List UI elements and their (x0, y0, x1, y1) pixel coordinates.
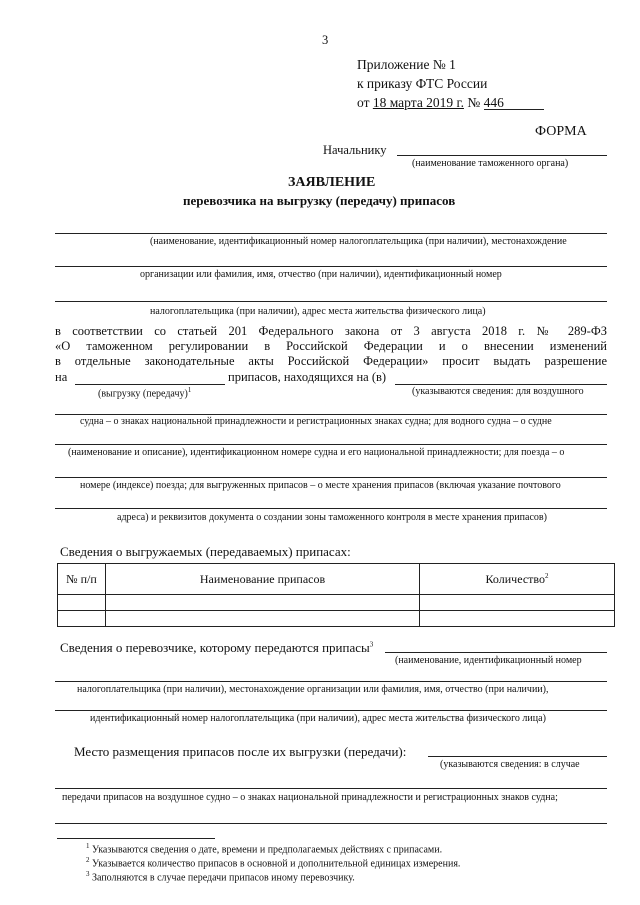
footnote-ref-3: 3 (369, 640, 374, 649)
unload-type-line[interactable] (75, 384, 225, 385)
footnote-1-num: 1 (86, 842, 90, 850)
vessel-hint-4: адреса) и реквизитов документа о создании зоны таможенного контроля в месте хранения припасов) (117, 512, 547, 523)
paragraph-line-2: «О таможенном регулировании в Российской Федерации и о внесении изменений (55, 339, 607, 353)
vessel-line-4[interactable] (55, 508, 607, 509)
vessel-hint-3: номере (индексе) поезда; для выгруженных припасов – о месте хранения припасов (включая указание почтового (80, 480, 561, 491)
applicant-hint-2: организации или фамилия, имя, отчество (при наличии), идентификационный номер (140, 269, 502, 280)
placement-line-2[interactable] (55, 788, 607, 789)
applicant-line-2[interactable] (55, 266, 607, 267)
header-quantity (420, 564, 615, 595)
table-cell[interactable] (106, 595, 420, 611)
placement-hint-right: (указываются сведения: в случае (440, 759, 580, 770)
footnote-2 (86, 856, 460, 869)
appendix-line-1: Приложение № 1 (357, 57, 456, 72)
placement-hint-full: передачи припасов на воздушное судно – о знаках национальной принадлежности и регистрационных знаков судна; (62, 792, 558, 803)
paragraph-line-1: в соответствии со статьей 201 Федерального закона от 3 августа 2018 г. № 289-ФЗ (55, 324, 607, 338)
unload-type-hint-text: (выгрузку (передачу) (98, 388, 188, 400)
vessel-hint-2: (наименование и описание), идентификационном номере судна и его национальной принадлежности; для поезда – о (68, 447, 565, 458)
footnote-2-num: 2 (86, 856, 90, 864)
page-number: 3 (322, 33, 329, 47)
addressee-label: Начальнику (323, 143, 387, 157)
appendix-number: 446 (484, 96, 544, 110)
footnote-separator (57, 838, 215, 839)
appendix-number-label: № (467, 95, 481, 110)
carrier-label (60, 640, 373, 656)
table-cell[interactable] (106, 611, 420, 627)
table-row (58, 595, 615, 611)
vessel-line-3[interactable] (55, 477, 607, 478)
table-header-row (58, 564, 615, 595)
appendix-line-2: к приказу ФТС России (357, 76, 488, 91)
placement-label: Место размещения припасов после их выгрузки (передачи): (74, 744, 407, 759)
vessel-line-1[interactable] (55, 414, 607, 415)
header-number: № п/п (58, 564, 106, 595)
table-cell[interactable] (58, 611, 106, 627)
applicant-line-3[interactable] (55, 301, 607, 302)
footnote-2-text: Указывается количество припасов в основной и дополнительной единицах измерения. (92, 858, 461, 870)
vessel-line-2[interactable] (55, 444, 607, 445)
appendix-date: 18 марта 2019 г. (372, 95, 464, 110)
appendix-date-prefix: от (357, 95, 373, 110)
table-cell[interactable] (58, 595, 106, 611)
vessel-hint-1: судна – о знаках национальной принадлежности и регистрационных знаках судна; для водного судна – о судне (80, 416, 552, 427)
header-quantity-text: Количество (485, 571, 545, 586)
carrier-line-2[interactable] (55, 681, 607, 682)
footnote-1 (86, 842, 442, 855)
applicant-hint-1: (наименование, идентификационный номер налогоплательщика (при наличии), местонахождение (150, 236, 567, 247)
location-hint: (указываются сведения: для воздушного (412, 386, 584, 397)
applicant-hint-3: налогоплательщика (при наличии), адрес места жительства физического лица) (150, 306, 486, 317)
footnote-3-text: Заполняются в случае передачи припасов иному перевозчику. (92, 872, 355, 884)
header-name: Наименование припасов (106, 564, 420, 595)
location-line[interactable] (395, 384, 607, 385)
carrier-hint-1: (наименование, идентификационный номер (395, 655, 582, 666)
placement-line-3[interactable] (55, 823, 607, 824)
paragraph-line-3: в отдельные законодательные акты Российской Федерации» просит выдать разрешение (55, 354, 607, 368)
footnote-ref-2: 2 (544, 571, 549, 580)
paragraph-line-4-prefix: на (55, 370, 68, 384)
footnote-3 (86, 870, 355, 883)
footnote-1-text: Указываются сведения о дате, времени и предполагаемых действиях с припасами. (92, 844, 443, 856)
addressee-hint: (наименование таможенного органа) (412, 158, 569, 169)
carrier-hint-2: налогоплательщика (при наличии), местонахождение организации или фамилия, имя, отчество (при наличии), (77, 684, 549, 695)
table-cell[interactable] (420, 611, 615, 627)
footnote-ref-1: 1 (187, 386, 192, 394)
carrier-line-3[interactable] (55, 710, 607, 711)
table-cell[interactable] (420, 595, 615, 611)
form-label: ФОРМА (535, 124, 587, 139)
applicant-line-1[interactable] (55, 233, 607, 234)
footnote-3-num: 3 (86, 870, 90, 878)
supplies-table (57, 563, 615, 627)
unload-type-hint (98, 386, 191, 399)
table-row (58, 611, 615, 627)
document-title: ЗАЯВЛЕНИЕ (288, 175, 376, 190)
appendix-line-3 (357, 95, 544, 111)
carrier-line-1[interactable] (385, 652, 607, 653)
placement-line-1[interactable] (428, 756, 607, 757)
addressee-line[interactable] (397, 155, 607, 156)
paragraph-line-4-middle: припасов, находящихся на (в) (228, 370, 387, 384)
supplies-heading: Сведения о выгружаемых (передаваемых) припасах: (60, 544, 351, 559)
carrier-hint-3: идентификационный номер налогоплательщика (при наличии), адрес места жительства физического лица) (90, 713, 546, 724)
carrier-label-text: Сведения о перевозчике, которому передаются припасы (60, 640, 370, 655)
document-subtitle: перевозчика на выгрузку (передачу) припасов (183, 193, 456, 208)
